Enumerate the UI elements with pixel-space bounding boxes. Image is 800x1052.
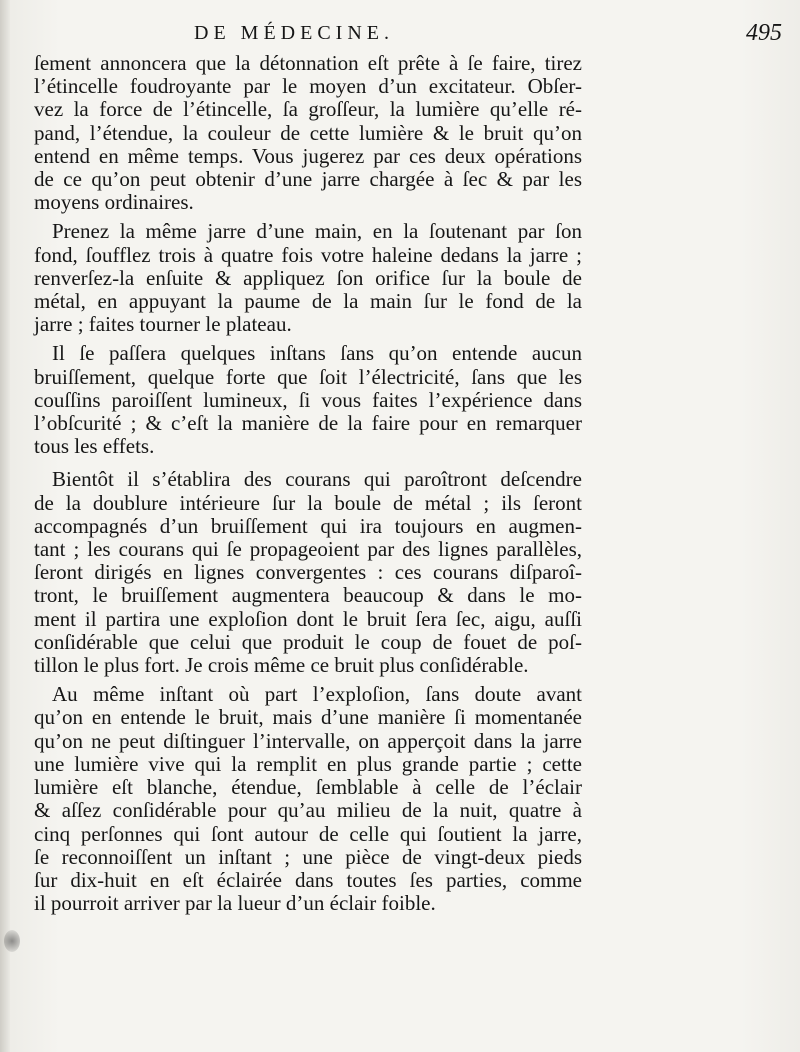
- text-line: conſidérable que celui que produit le coup de fouet de poſ-: [34, 629, 582, 654]
- text-line: vez la force de l’étincelle, ſa groſſeur, la lumière qu’elle ré-: [34, 97, 582, 122]
- text-line: de la doublure intérieure ſur la boule de métal ; ils ſeront: [34, 490, 582, 515]
- text-line: cinq perſonnes qui ſont autour de celle qui ſoutient la jarre,: [34, 821, 582, 846]
- text-line: tront, le bruiſſement augmentera beaucoup & dans le mo-: [34, 583, 582, 608]
- paragraph-first-line: Bientôt il s’établira des courans qui paroîtront deſcendre: [52, 467, 582, 492]
- text-line: jarre ; faites tourner le plateau.: [34, 312, 292, 337]
- text-line: l’étincelle foudroyante par le moyen d’un excitateur. Obſer-: [34, 74, 582, 99]
- text-line: ſeront dirigés en lignes convergentes : ces courans diſparoî-: [34, 560, 582, 585]
- text-line: fond, ſoufflez trois à quatre fois votre haleine dedans la jarre ;: [34, 242, 582, 267]
- text-line: renverſez-la enſuite & appliquez ſon orifice ſur la boule de: [34, 265, 582, 290]
- text-line: métal, en appuyant la paume de la main ſur le fond de la: [34, 289, 582, 314]
- page-left-edge-shadow: [0, 0, 10, 1052]
- text-line: couſſins paroiſſent lumineux, ſi vous faites l’expérience dans: [34, 387, 582, 412]
- paragraph-first-line: Il ſe paſſera quelques inſtans ſans qu’on entende aucun: [52, 341, 582, 366]
- page-header: [34, 18, 782, 52]
- ink-smudge: [4, 930, 20, 952]
- text-line: l’obſcurité ; & c’eſt la manière de la faire pour en remarquer: [34, 411, 582, 436]
- text-line: entend en même temps. Vous jugerez par ces deux opérations: [34, 143, 582, 168]
- text-line: pand, l’étendue, la couleur de cette lumière & le bruit qu’on: [34, 120, 582, 145]
- body-text: [34, 52, 582, 915]
- text-line: bruiſſement, quelque forte que ſoit l’électricité, ſans que les: [34, 364, 582, 389]
- text-line: ment il partira une exploſion dont le bruit ſera ſec, aigu, auſſi: [34, 606, 582, 631]
- page-number: 495: [746, 20, 782, 46]
- text-line: ſement annoncera que la détonnation eſt prête à ſe faire, tirez: [34, 51, 582, 75]
- text-line: ſe reconnoiſſent un inſtant ; une pièce de vingt-deux pieds: [34, 844, 582, 869]
- paragraph-first-line: Au même inſtant où part l’exploſion, ſans doute avant: [52, 682, 582, 707]
- text-line: ſur dix-huit en eſt éclairée dans toutes ſes parties, comme: [34, 867, 582, 892]
- text-line: lumière eſt blanche, étendue, ſemblable à celle de l’éclair: [34, 775, 582, 800]
- text-line: accompagnés d’un bruiſſement qui ira toujours en augmen-: [34, 513, 582, 538]
- text-line: tillon le plus fort. Je crois même ce bruit plus conſidérable.: [34, 653, 529, 678]
- text-line: tant ; les courans qui ſe propageoient par des lignes parallèles,: [34, 537, 582, 562]
- text-line: une lumière vive qui la remplit en plus grande partie ; cette: [34, 751, 582, 776]
- text-line: de ce qu’on peut obtenir d’une jarre chargée à ſec & par les: [34, 167, 582, 192]
- paragraph-first-line: Prenez la même jarre d’une main, en la ſoutenant par ſon: [52, 219, 582, 244]
- text-line: tous les effets.: [34, 434, 155, 459]
- text-line: & aſſez conſidérable pour qu’au milieu de la nuit, quatre à: [34, 798, 582, 823]
- text-line: qu’on en entende le bruit, mais d’une manière ſi momentanée: [34, 705, 582, 730]
- running-head: DE MÉDECINE.: [194, 22, 394, 44]
- text-line: il pourroit arriver par la lueur d’un éclair foible.: [34, 891, 436, 916]
- text-line: qu’on ne peut diſtinguer l’intervalle, on apperçoit dans la jarre: [34, 728, 582, 753]
- text-line: moyens ordinaires.: [34, 190, 194, 215]
